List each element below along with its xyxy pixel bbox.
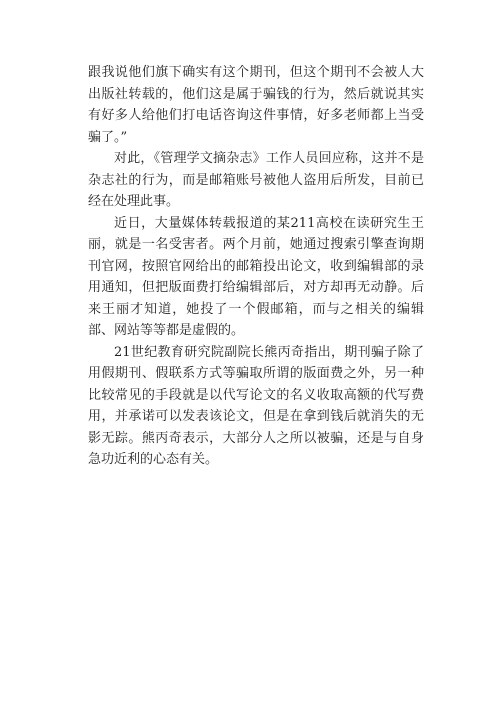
document-body [88, 62, 424, 471]
paragraph-continuation: 跟我说他们旗下确实有这个期刊，但这个期刊不会被人大出版社转载的，他们这是属于骗钱的行为，然后就说其实有好多人给他们打电话咨询这件事情，好多老师都上当受骗了。” [88, 65, 424, 145]
paragraph-expert-comment: 21世纪教育研究院副院长熊丙奇指出，期刊骗子除了用假期刊、假联系方式等骗取所谓的版面费之外，另一种比较常见的手段就是以代写论文的名义收取高额的代写费用，并承诺可以发表该论文，但是在拿到钱后就消失的无影无踪。熊丙奇表示，大部分人之所以被骗，还是与自身急功近利的心态有关。 [88, 344, 424, 467]
paragraph-victim-case: 近日，大量媒体转载报道的某211高校在读研究生王丽，就是一名受害者。两个月前，她通过搜索引擎查询期刊官网，按照官网给出的邮箱投出论文，收到编辑部的录用通知，但把版面费打给编辑部后，对方却再无动静。后来王丽才知道，她投了一个假邮箱，而与之相关的编辑部、网站等等都是虚假的。 [88, 215, 424, 338]
paragraph-response: 对此，《管理学文摘杂志》工作人员回应称，这并不是杂志社的行为，而是邮箱账号被他人盗用后所发，目前已经在处理此事。 [88, 151, 424, 209]
